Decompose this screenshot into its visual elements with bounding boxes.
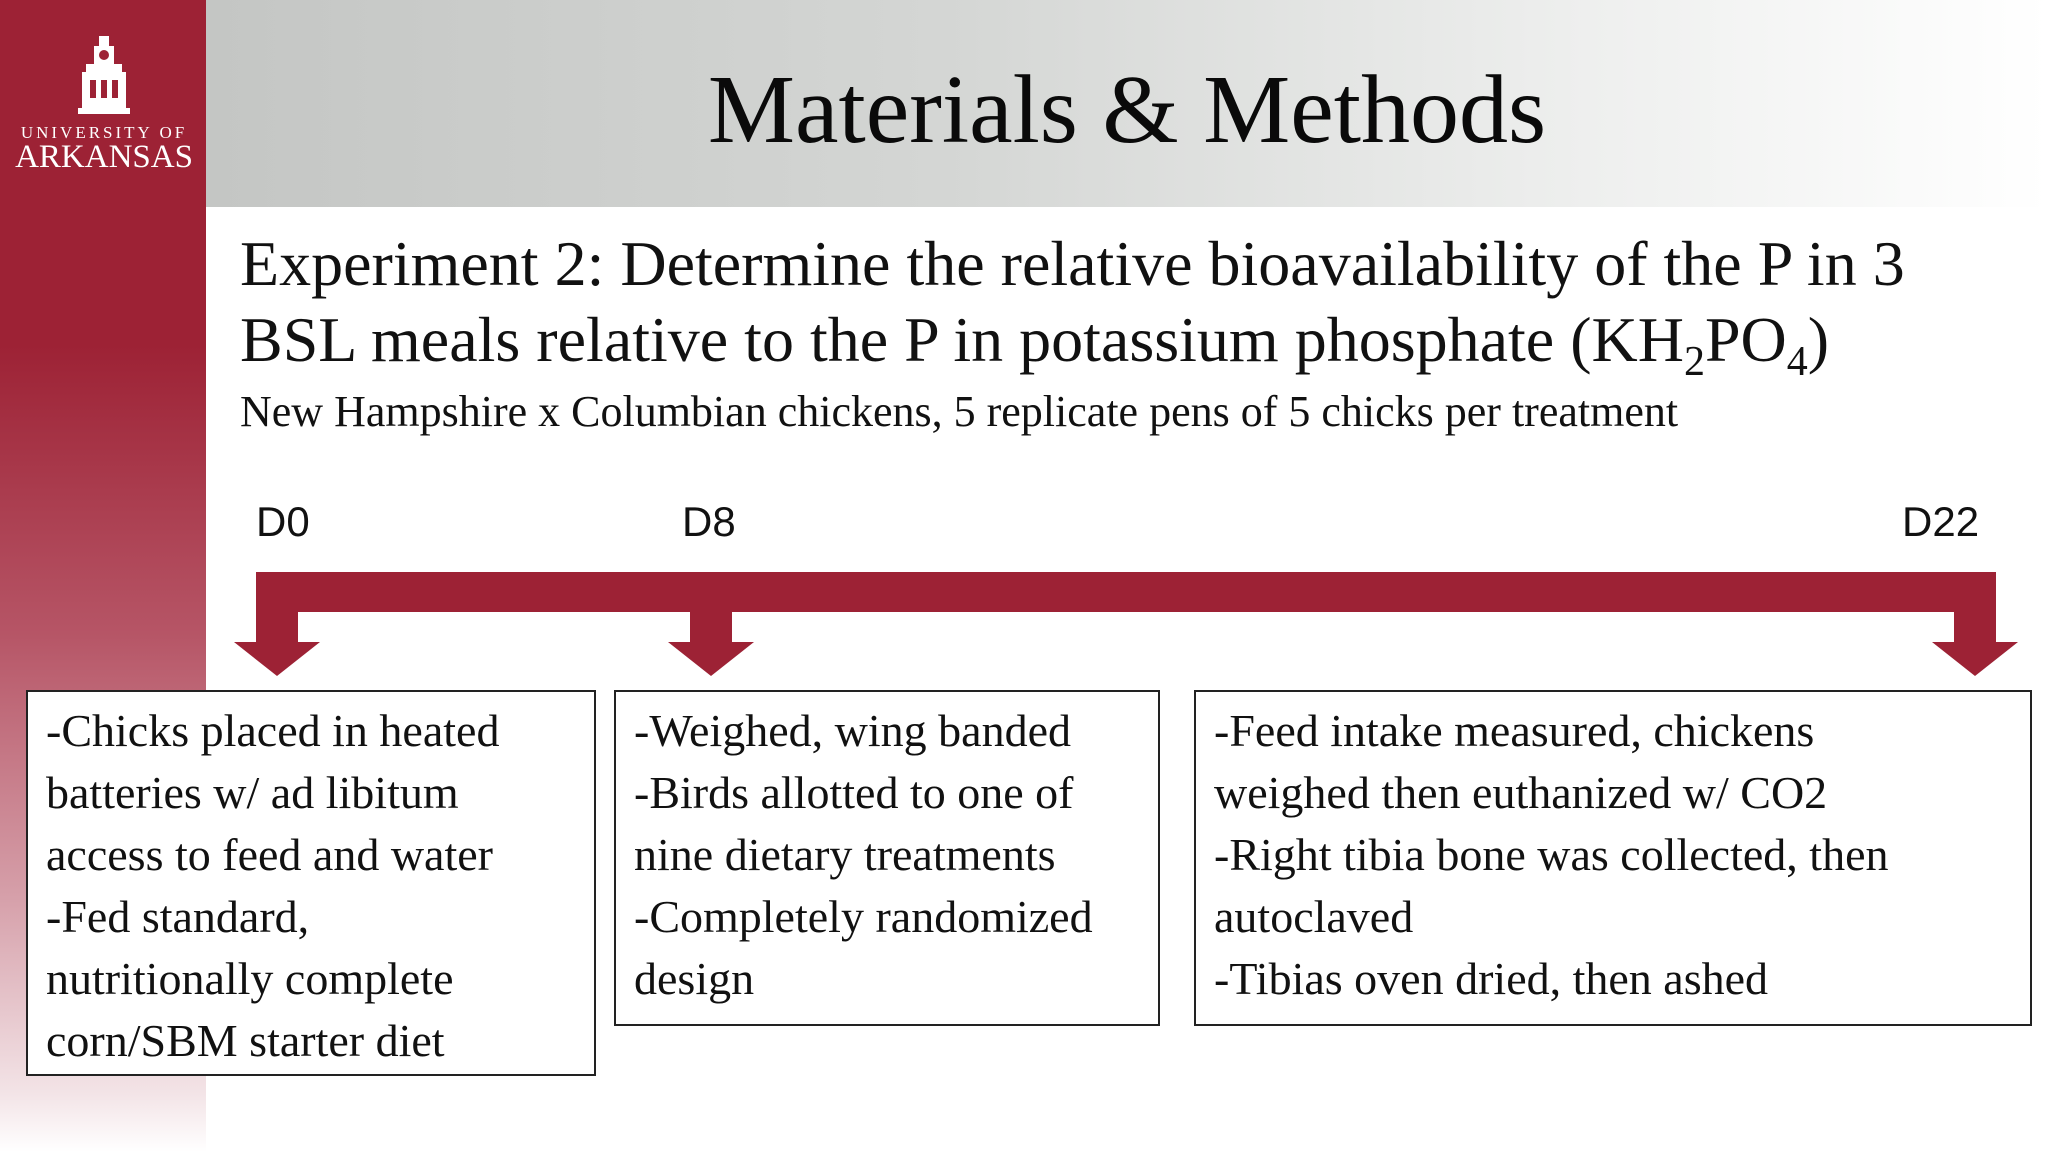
box-line: -Fed standard,	[46, 891, 310, 942]
box-line: -Right tibia bone was collected, then	[1214, 829, 1889, 880]
day-label-d22: D22	[1902, 498, 1980, 545]
experiment-text: Experiment 2: Determine the relative bioavailability of the P in 3 BSL meals relative to the P in potassium phosphate (KH	[240, 228, 1905, 375]
box-line: -Tibias oven dried, then ashed	[1214, 953, 1769, 1004]
box-line: nine dietary treatments	[634, 829, 1056, 880]
day-label-d0: D0	[256, 498, 310, 545]
box-line: autoclaved	[1214, 891, 1414, 942]
experiment-subtitle: New Hampshire x Columbian chickens, 5 replicate pens of 5 chicks per treatment	[240, 387, 1679, 436]
box-line: -Birds allotted to one of	[634, 767, 1074, 818]
experiment-text-po: PO	[1704, 304, 1787, 375]
box-line: -Chicks placed in heated	[46, 705, 500, 756]
timeline-stem-d0	[256, 572, 298, 644]
box-line: weighed then euthanized w/ CO2	[1214, 767, 1828, 818]
box-line: access to feed and water	[46, 829, 493, 880]
experiment-text-close: )	[1807, 304, 1830, 375]
page-title: Materials & Methods	[707, 56, 1547, 164]
logo-line-arkansas: ARKANSAS	[15, 139, 193, 175]
timeline-bar	[256, 572, 1996, 612]
box-d22-activities	[1194, 690, 2032, 1026]
subscript-4: 4	[1786, 339, 1808, 385]
box-line: -Feed intake measured, chickens	[1214, 705, 1815, 756]
timeline-stem-d22	[1954, 572, 1996, 644]
box-line: -Completely randomized	[634, 891, 1093, 942]
arrow-d0-icon	[234, 642, 320, 676]
box-line: nutritionally complete	[46, 953, 454, 1004]
box-line: design	[634, 953, 755, 1004]
timeline-stem-d8	[690, 600, 732, 644]
box-d8-activities	[614, 690, 1160, 1026]
box-line: batteries w/ ad libitum	[46, 767, 459, 818]
arrow-d8-icon	[668, 642, 754, 676]
box-line: -Weighed, wing banded	[634, 705, 1071, 756]
box-line: corn/SBM starter diet	[46, 1015, 445, 1066]
day-label-d8: D8	[682, 498, 736, 545]
arrow-d22-icon	[1932, 642, 2018, 676]
box-d0-activities	[26, 690, 596, 1076]
logo-line-university: UNIVERSITY OF	[20, 123, 188, 142]
subscript-2: 2	[1683, 339, 1705, 385]
